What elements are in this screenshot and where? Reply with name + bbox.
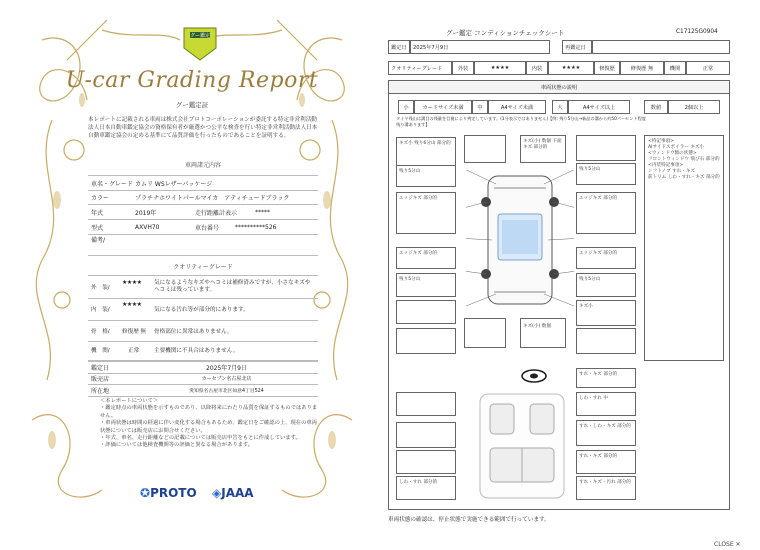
field-row: カラー プラチナホワイトパールマイカ アティチュードブラック (88, 190, 318, 205)
interior-box: すれ・しわ・キズ 部分的 (576, 420, 636, 446)
info-row: 販売店 カーセブン名古屋北店 (88, 373, 318, 385)
field-row: 型式 AXVH70 車台番号 **********526 (88, 220, 318, 235)
report-subtitle: グー鑑定証 (175, 101, 209, 109)
redate-label: 再鑑定日 (562, 40, 592, 54)
redate-value (592, 40, 730, 54)
goo-badge-icon (180, 22, 220, 62)
condition-check-sheet: グー鑑定 コンディションチェックシート C17125G0904 鑑定日 2025年7月9日 再鑑定日 クオリティーグレード 外装 ★★★★ 内装 ★★★★ 修復歴 修復歴 無 機関 正常 車両状態の説明 小 カードサイズ未満 中 A4サイズ未満 大 A4サイズ以上 数値 2個以上 タイヤ残山は溝目の残量を目視により判定しています。(1分表示ではありません)【例: 残り5分山→新品の溝から約50パーセント程度残り溝あります】 キズ小 残り6分山 部分的 残り5分山 エッジキズ 部分的 エッジキズ 部分的 残り5分山 キズ(小) 数個 下面キズ 部分的 キズ(小) 数個 残り5分山 エッジキズ 部分的 エッジキズ 部分的 残り5分山 キズ小 <特記事項> AIサイドスポイラー キズ小 <ウィンドウ類の状態> フロントウィンドウ 飛び石 部分的 <内装特記事項> シフトノブ すれ・キズ 前トリム しわ・すれ・キズ 部分的 しわ・すれ 部分的 すれ・キズ 部分的 しわ・すれ 中 すれ・しわ・キズ 部分的 すれ・キズ 部分的 すれ・キズ・汚れ 部分的 車両状態の確認は、停止状態で実施できる範囲で行っています。 (386, 0, 731, 525)
report-intro: 本レポートに記載される車両は株式会社プロトコーポレーションが委託する特定非営利活動法人日本自動車鑑定協会の資格保有者が厳選かつ公平な検査を行い特定非営利活動法人日本自動車鑑定協会の定める基準にて品質評価を行ったものであることを証明する。 (88, 117, 318, 140)
tire-note: タイヤ残山は溝目の残量を目視により判定しています。(1分表示ではありません)【例: 残り5分山→新品の溝から約50パーセント程度残り溝あります】 (396, 116, 646, 127)
damage-box (464, 135, 506, 163)
damage-box (576, 328, 636, 354)
sheet-footer: 車両状態の確認は、停止状態で実施できる範囲で行っています。 (388, 517, 550, 523)
info-row: 鑑定日 2025年7月9日 (88, 361, 318, 374)
document-id: C17125G0904 (676, 29, 718, 35)
interior-box: しわ・すれ 中 (576, 392, 636, 416)
damage-box: キズ(小) 数個 (520, 318, 566, 348)
damage-box: キズ(小) 数個 下面キズ 部分的 (520, 135, 566, 163)
damage-box: エッジキズ 部分的 (396, 247, 456, 269)
report-notes: ＜本レポートについて＞ ・鑑定時点の車両状態を示すものであり、以降将来にわたり品質を保証するものではありません。 ・車両状態は時間の経過に伴い変化する場合もあるため、鑑定日をご確認の上、現在の車両状態については販売店にお問合せください。 ・年式、車名、走行距離などの記載については販売店申告をもとに作成しています。 ・評価については他検査機関等の評価と異なる場合があります。 (100, 398, 318, 449)
damage-box: キズ小 残り6分山 部分的 (396, 137, 456, 177)
interior-box: すれ・キズ 部分的 (576, 368, 636, 388)
date-value: 2025年7月9日 (410, 40, 550, 54)
damage-box: エッジキズ 部分的 (576, 247, 636, 269)
car-top-view-diagram (466, 170, 574, 310)
quality-row: 外 装/ ★★★★ 気になるようなキズやヘコミは補修済みですが、小さなキズやヘコミは残っています。 (88, 275, 318, 299)
damage-box: エッジキズ 部分的 (576, 192, 636, 234)
quality-row: 内 装/ ★★★★ 気になる汚れ等が部分的にあります。 (88, 298, 318, 321)
interior-box: すれ・キズ・汚れ 部分的 (576, 476, 636, 500)
interior-box: しわ・すれ 部分的 (396, 476, 456, 500)
quality-heading: クオリティーグレード (173, 264, 233, 271)
condition-heading: 車両状態の説明 (388, 80, 730, 94)
svg-text:グー鑑定: グー鑑定 (189, 33, 211, 39)
interior-box (396, 392, 456, 416)
damage-box (396, 300, 456, 324)
damage-box: 残り5分山 (396, 273, 456, 297)
damage-box: 残り5分山 (396, 165, 456, 187)
steering-wheel-icon (520, 368, 548, 384)
quality-row: 骨 格/ 修復歴 無 骨格部位に異常はありません。 (88, 321, 318, 342)
field-row: 年式 2019年 走行距離計表示 ***** (88, 205, 318, 220)
sheet-title: グー鑑定 コンディションチェックシート (446, 29, 565, 37)
damage-box (464, 318, 506, 348)
interior-box (396, 450, 456, 474)
damage-box: 残り5分山 (576, 163, 636, 185)
quality-row: 機 関/ 正常 主要機関に不具合はありません。 (88, 342, 318, 361)
car-interior-diagram (474, 390, 570, 502)
vehicle-heading: 車両諸元内容 (184, 162, 221, 169)
date-label: 鑑定日 (388, 40, 410, 54)
interior-box (396, 422, 456, 448)
proto-logo: ✪PROTO (140, 486, 197, 500)
interior-box: すれ・キズ 部分的 (576, 450, 636, 474)
jaaa-logo: ◈JAAA (212, 486, 254, 500)
field-row: 車名・グレード カムリ WSレザーパッケージ (88, 175, 318, 191)
damage-box: キズ小 (576, 300, 636, 326)
close-button[interactable]: CLOSE ✕ (714, 541, 741, 548)
grading-report (12, 0, 372, 525)
field-row: 備考/ (88, 235, 318, 256)
damage-box (396, 328, 456, 354)
info-row: 所在地 愛知県名古屋市北区如意4丁目524 (88, 385, 318, 397)
damage-box: エッジキズ 部分的 (396, 192, 456, 234)
report-title: U-car Grading Report (65, 68, 319, 93)
side-note-box: <特記事項> AIサイドスポイラー キズ小 <ウィンドウ類の状態> フロントウィンドウ 飛び石 部分的 <内装特記事項> シフトノブ すれ・キズ 前トリム しわ・すれ・キズ 部分的 (644, 135, 724, 361)
damage-box (576, 135, 636, 161)
damage-box: 残り5分山 (576, 273, 636, 297)
